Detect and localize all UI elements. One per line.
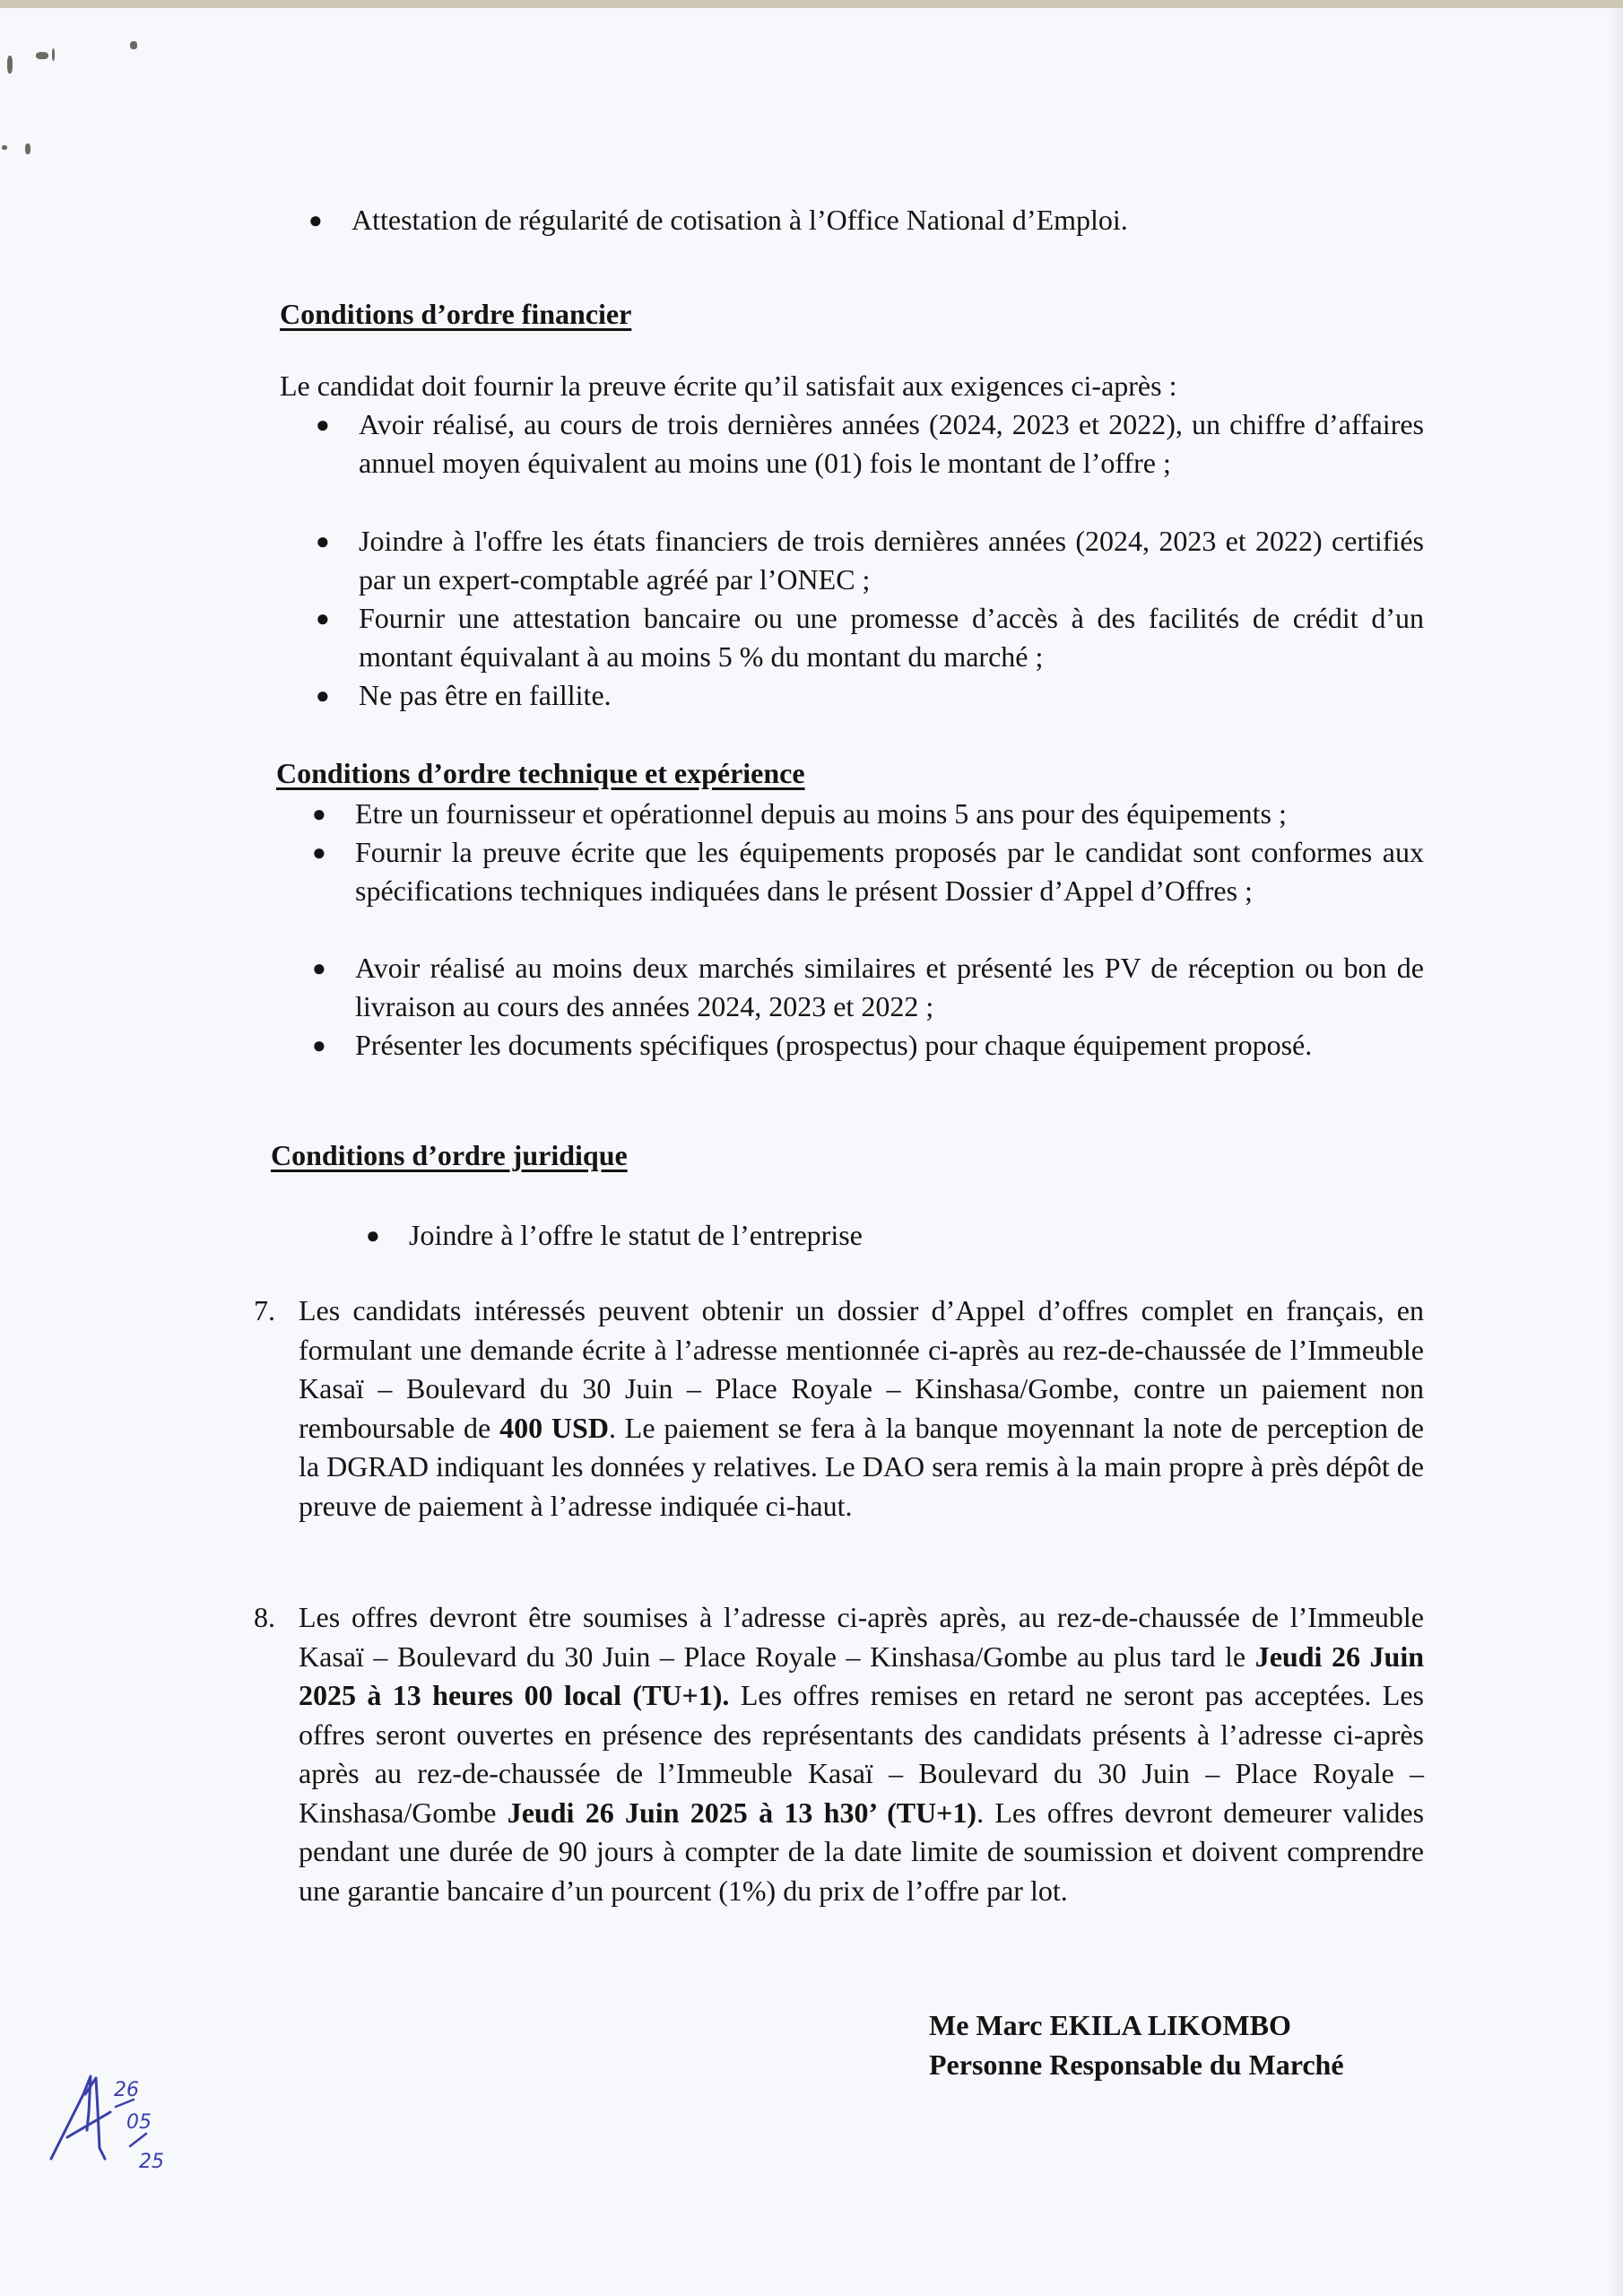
list-item: [366, 1216, 1352, 1255]
bullet-text: Joindre à l’offre le statut de l’entreprise: [409, 1219, 863, 1251]
list-item: [316, 676, 1424, 715]
list-item: [312, 795, 1424, 833]
paragraph-text-part: . Les offres devront demeurer valides pendant une durée de 90 jours à compter de la date limite de soumission et doivent comprendre une garantie bancaire d’un pourcent (1%) du prix de l’offre par lot.: [299, 1796, 1425, 1907]
paragraph-text: [299, 1598, 1424, 1910]
signatory-title: Personne Responsable du Marché: [929, 2048, 1344, 2081]
section-heading-juridique: Conditions d’ordre juridique: [271, 1139, 628, 1171]
initials-signature-icon: [40, 2058, 184, 2184]
bullet-icon: ●: [316, 683, 330, 709]
bullet-text: Avoir réalisé au moins deux marchés similaires et présenté les PV de réception ou bon de livraison au cours des années 2024, 2023 et 2022 ;: [355, 952, 1424, 1022]
bullet-icon: ●: [312, 839, 326, 865]
submission-deadline: Jeudi 26 Juin 2025 à 13 heures 00 local (TU+1).: [299, 1639, 1425, 1711]
paragraph-number: 8.: [254, 1601, 275, 1633]
paragraph-text-part: Les candidats intéressés peuvent obtenir un dossier d’Appel d’offres complet en français, en formulant une demande écrite à l’adresse mentionnée ci-après au rez-de-chaussée de l’Immeuble Kasaï – Boulevard du 30 Juin – Place Royale – Kinshasa/Gombe, contre un paiement non remboursable de: [299, 1294, 1424, 1444]
list-item: [316, 599, 1424, 676]
section-heading-technique: Conditions d’ordre technique et expérience: [276, 757, 805, 789]
paragraph-text-part: . Le paiement se fera à la banque moyennant la note de perception de la DGRAD indiquant les données y relatives. Le DAO sera remis à la main propre à près dépôt de preuve de paiement à l’adresse indiquée ci-haut.: [299, 1411, 1425, 1522]
paragraph-text: [299, 1292, 1424, 1526]
bullet-text: Fournir la preuve écrite que les équipements proposés par le candidat sont conformes aux spécifications techniques indiquées dans le présent Dossier d’Appel d’Offres ;: [355, 836, 1424, 907]
bullet-icon: ●: [312, 801, 326, 827]
opening-date: Jeudi 26 Juin 2025 à 13 h30’ (TU+1): [507, 1796, 977, 1829]
list-item: [312, 1026, 1424, 1065]
list-item: [308, 201, 1429, 239]
bullet-text: Etre un fournisseur et opérationnel depuis au moins 5 ans pour des équipements ;: [355, 797, 1287, 830]
bullet-text: Présenter les documents spécifiques (prospectus) pour chaque équipement proposé.: [355, 1029, 1313, 1061]
signatory-name: Me Marc EKILA LIKOMBO: [929, 2009, 1291, 2041]
bullet-text: Ne pas être en faillite.: [359, 679, 612, 711]
paragraph-number: 7.: [254, 1294, 275, 1326]
bullet-icon: ●: [316, 412, 330, 438]
initials-date-month: 05: [126, 2111, 152, 2134]
signature-block: [929, 2005, 1344, 2084]
bullet-icon: ●: [312, 955, 326, 981]
initials-date-year: 25: [139, 2151, 164, 2173]
bullet-icon: ●: [366, 1222, 380, 1248]
list-item: [312, 949, 1424, 1026]
bullet-text: Avoir réalisé, au cours de trois dernières années (2024, 2023 et 2022), un chiffre d’affaires annuel moyen équivalent au moins une (01) fois le montant de l’offre ;: [359, 408, 1424, 479]
financier-intro: Le candidat doit fournir la preuve écrite qu’il satisfait aux exigences ci-après :: [280, 370, 1177, 402]
paragraph-text-part: Les offres remises en retard ne seront pas acceptées. Les offres seront ouvertes en présence des représentants des candidats présents à l’adresse ci-après après au rez-de-chaussée de l’Immeuble Kasaï – Boulevard du 30 Juin – Place Royale – Kinshasa/Gombe: [299, 1679, 1425, 1829]
bullet-icon: ●: [308, 207, 323, 233]
bullet-icon: ●: [312, 1032, 326, 1058]
handwritten-initials: [40, 2058, 184, 2188]
list-item: [316, 405, 1424, 483]
fee-amount: 400 USD: [499, 1411, 609, 1444]
numbered-paragraph-8: [254, 1598, 1424, 1910]
bullet-icon: ●: [316, 605, 330, 631]
section-heading-financier: Conditions d’ordre financier: [280, 298, 632, 330]
bullet-icon: ●: [316, 528, 330, 554]
bullet-text: Joindre à l'offre les états financiers de trois dernières années (2024, 2023 et 2022) certifiés par un expert-comptable agréé par l’ONEC ;: [359, 525, 1424, 596]
initials-date-day: 26: [114, 2079, 139, 2101]
paragraph-text-part: Les offres devront être soumises à l’adresse ci-après après, au rez-de-chaussée de l’Immeuble Kasaï – Boulevard du 30 Juin – Place Royale – Kinshasa/Gombe au plus tard le: [299, 1601, 1424, 1673]
list-item: [316, 522, 1424, 599]
bullet-text: Fournir une attestation bancaire ou une promesse d’accès à des facilités de crédit d’un montant équivalant à au moins 5 % du montant du marché ;: [359, 602, 1424, 673]
bullet-text: Attestation de régularité de cotisation à l’Office National d’Emploi.: [352, 204, 1128, 236]
list-item: [312, 833, 1424, 910]
numbered-paragraph-7: [254, 1292, 1424, 1526]
